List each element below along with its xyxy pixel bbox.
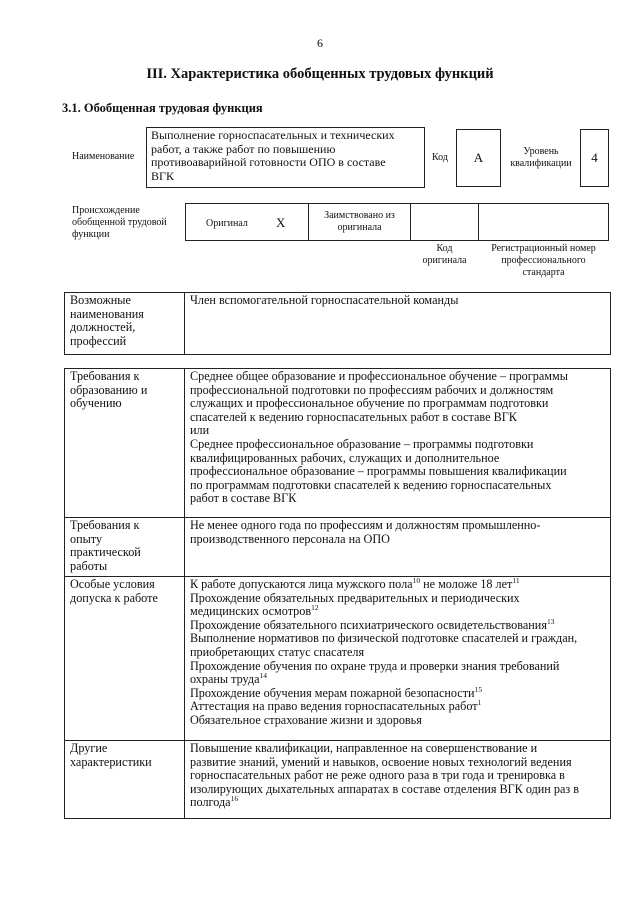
- level-value: 4: [591, 150, 598, 165]
- page-number: 6: [317, 36, 323, 50]
- code-original-box: [410, 203, 479, 241]
- section-title: III. Характеристика обобщенных трудовых функций: [146, 66, 494, 82]
- function-name: Выполнение горноспасательных и технических работ, а также работ по повышению противоаварийной готовности ОПО в составе ВГК: [151, 128, 395, 183]
- code-value: А: [473, 150, 484, 165]
- table-row: [65, 518, 611, 577]
- other-label: Другие характеристики: [65, 741, 185, 819]
- special-conditions-value: К работе допускаются лица мужского пола$^{10}$ не моложе 18 лет$^{11}$ Прохождение обязательных предварительных и периодических медицинских осмотров$^{12}$ Прохождение обязательного психиатрического освидетельствования$^{13}$ Выполнение нормативов по физической подготовке спасателей и граждан, приобретающих статус спасателя Прохождение обучения по охране труда и проверки знания требований охраны труда$^{14}$ Прохождение обучения мерам пожарной безопасности$^{15}$ Аттестация на право ведения горноспасательных работ$^1$ Обязательное страхование жизни и здоровья: [185, 577, 611, 741]
- name-label: Наименование: [72, 151, 135, 162]
- positions-value: Член вспомогательной горноспасательной команды: [185, 293, 611, 355]
- table-row: [65, 369, 611, 518]
- experience-label: Требования к опыту практической работы: [65, 518, 185, 577]
- level-label: Уровень квалификации: [510, 146, 572, 169]
- other-value: Повышение квалификации, направленное на совершенствование и развитие знаний, умений и навыков, освоение новых технологий ведения горноспасательных работ не реже одного раза в три года и тренировка в изолирующих дыхательных аппаратах в составе отделения ВГК один раз в полгода$^{16}$: [185, 741, 611, 819]
- positions-label: Возможные наименования должностей, профессий: [65, 293, 185, 355]
- code-original-label: Код оригинала: [422, 243, 467, 266]
- borrowed-label: Заимствовано из оригинала: [324, 210, 395, 233]
- original-label: Оригинал: [206, 218, 248, 229]
- education-label: Требования к образованию и обучению: [65, 369, 185, 518]
- reg-number-label: Регистрационный номер профессионального стандарта: [491, 243, 596, 278]
- code-label: Код: [432, 152, 448, 163]
- reg-number-box: [478, 203, 609, 241]
- positions-table: [64, 292, 611, 355]
- table-row: [65, 293, 611, 355]
- special-conditions-label: Особые условия допуска к работе: [65, 577, 185, 741]
- education-value: Среднее общее образование и профессиональное обучение – программы профессиональной подготовки по профессиям рабочих и должностям служащих и профессиональное обучение по программам подготовки спасателей к ведению горноспасательных работ в составе ВГК или Среднее профессиональное образование – программы подготовки квалифицированных рабочих, служащих и дополнительное профессиональное образование – программы повышения квалификации по программам подготовки спасателей к ведению горноспасательных работ в составе ВГК: [185, 369, 611, 518]
- origin-label: Происхождение обобщенной трудовой функции: [72, 205, 167, 240]
- experience-value: Не менее одного года по профессиям и должностям промышленно- производственного персонала на ОПО: [185, 518, 611, 577]
- original-mark: Х: [276, 215, 286, 230]
- subsection-title: 3.1. Обобщенная трудовая функция: [62, 101, 263, 115]
- requirements-table: [64, 368, 611, 819]
- table-row: [65, 741, 611, 819]
- table-row: [65, 577, 611, 741]
